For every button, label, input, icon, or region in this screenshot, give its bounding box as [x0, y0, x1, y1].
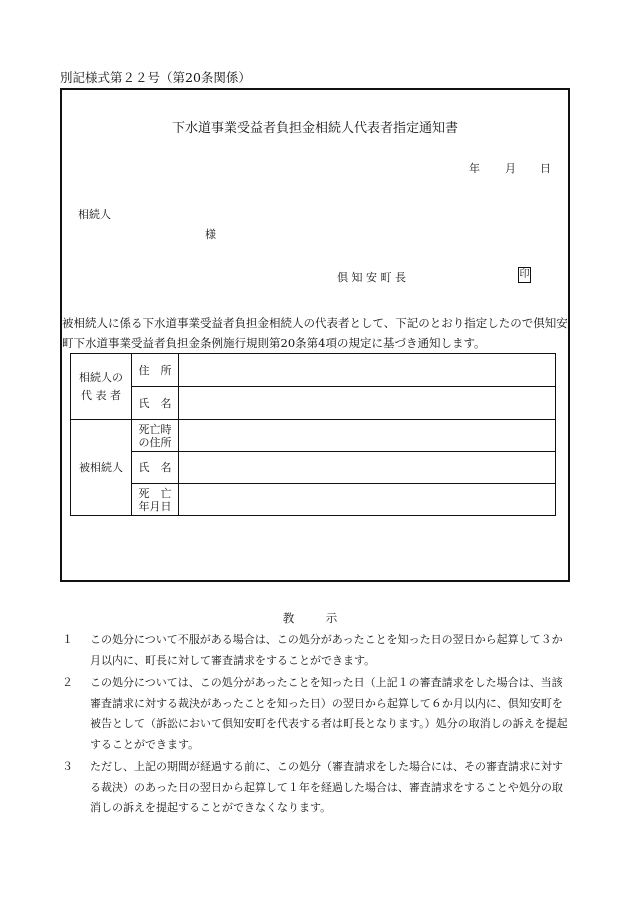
name-label: 氏 名 — [132, 387, 179, 420]
instructions-title: 教 示 — [282, 611, 348, 625]
details-table — [70, 353, 556, 516]
representative-group-line-1: 相続人の — [79, 370, 123, 384]
instruction-item-3 — [62, 757, 572, 819]
death-date-field[interactable] — [179, 484, 556, 516]
representative-group-line-2: 代 表 者 — [81, 388, 121, 402]
representative-group-cell — [71, 354, 132, 420]
death-date-label — [132, 484, 179, 516]
representative-address-field[interactable] — [179, 354, 556, 387]
date-month: 月 — [505, 162, 516, 175]
death-address-label — [132, 420, 179, 452]
date-day: 日 — [540, 162, 551, 175]
death-address-line-2: の住所 — [138, 435, 172, 449]
deceased-group-label: 被相続人 — [71, 420, 132, 516]
instruction-text-2: この処分については、この処分があったことを知った日（上記１の審査請求をした場合は、当該審査請求に対する裁決があったことを知った日）の翌日から起算して６か月以内に、倶知安町を被告として（訴訟において倶知安町を代表する者は町長となります。）処分の取消しの訴えを提起することができます。 — [90, 676, 568, 751]
instruction-text-3: ただし、上記の期間が経過する前に、この処分（審査請求をした場合には、その審査請求に対する裁決）のあった日の翌日から起算して１年を経過した場合は、審査請求をすることや処分の取消しの訴えを提起することができなくなります。 — [90, 760, 563, 814]
document-title: 下水道事業受益者負担金相続人代表者指定通知書 — [171, 121, 458, 136]
death-date-line-1: 死 亡 — [138, 486, 172, 500]
instruction-number-1: １ — [62, 633, 73, 646]
death-address-line-1: 死亡時 — [138, 422, 172, 436]
form-number-label: 別記様式第２２号（第20条関係） — [60, 70, 251, 85]
death-date-line-2: 年月日 — [138, 499, 172, 513]
seal-mark: 印 — [518, 267, 531, 283]
deceased-address-field[interactable] — [179, 420, 556, 452]
deceased-name-label: 氏 名 — [132, 452, 179, 484]
representative-name-field[interactable] — [179, 387, 556, 420]
deceased-name-field[interactable] — [179, 452, 556, 484]
recipient-honorific: 様 — [205, 228, 216, 241]
instructions-list — [62, 630, 572, 821]
instruction-text-1: この処分について不服がある場合は、この処分があったことを知った日の翌日から起算して３か月以内に、町長に対して審査請求をすることができます。 — [90, 633, 563, 667]
issuer-name: 倶 知 安 町 長 — [337, 271, 406, 284]
address-label: 住 所 — [132, 354, 179, 387]
instruction-number-2: ２ — [62, 676, 73, 689]
instruction-item-1 — [62, 630, 572, 671]
instruction-item-2 — [62, 673, 572, 755]
date-year: 年 — [469, 162, 480, 175]
recipient-label: 相続人 — [78, 208, 111, 221]
notice-body-text: 被相続人に係る下水道事業受益者負担金相続人の代表者として、下記のとおり指定したので倶知安町下水道事業受益者負担金条例施行規則第20条第4項の規定に基づき通知します。 — [62, 316, 568, 350]
instruction-number-3: ３ — [62, 760, 73, 773]
